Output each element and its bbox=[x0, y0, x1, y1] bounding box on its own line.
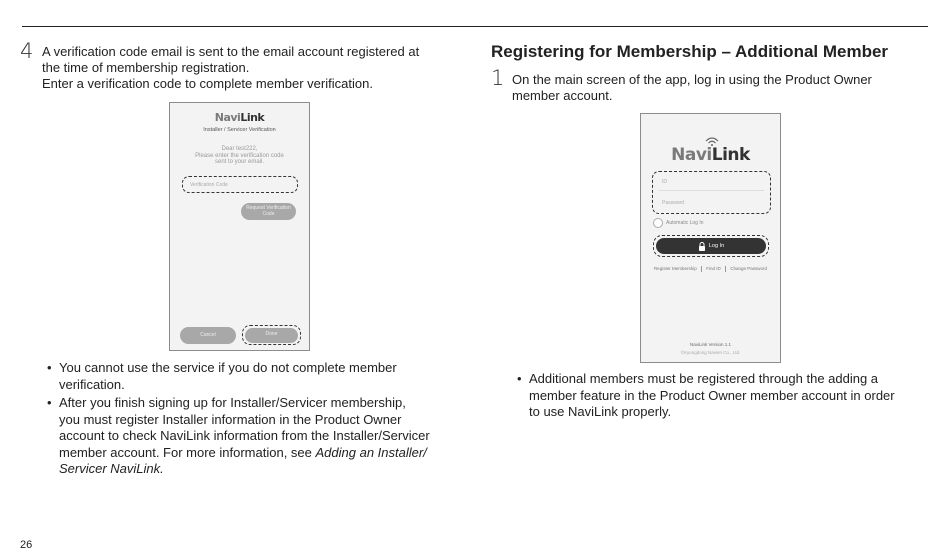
step-line: A verification code email is sent to the email account registered at bbox=[42, 44, 420, 59]
section-heading: Registering for Membership – Additional Member bbox=[491, 42, 889, 61]
verification-message: Dear test222, Please enter the verification code sent to your email. bbox=[195, 146, 284, 165]
top-rule bbox=[22, 26, 928, 27]
step-line: the time of membership registration. bbox=[42, 60, 250, 75]
done-highlight bbox=[242, 325, 301, 345]
company-copyright: ©Kyungdong Navien Co., Ltd. bbox=[680, 350, 741, 355]
list-item: • Additional members must be registered through the adding a member feature in the Product Owner member account in order to use NaviLink properly. bbox=[517, 371, 937, 421]
verification-code-field[interactable] bbox=[182, 176, 298, 193]
step-number: 1 bbox=[491, 66, 505, 90]
code-placeholder: Verification Code bbox=[190, 182, 228, 188]
change-password-link[interactable]: Change Password bbox=[730, 266, 768, 272]
cross-reference-link[interactable]: Servicer NaviLink. bbox=[59, 461, 164, 476]
verification-title: Installer / Servicer Verification bbox=[203, 127, 276, 133]
step-line: Enter a verification code to complete member verification. bbox=[42, 76, 373, 91]
step-line: member account. bbox=[512, 88, 613, 103]
list-item: • After you finish signing up for Installer/Servicer membership, you must register Installer information in the Product Owner account to check NaviLink information from the Installer/Servicer member account. For more information, see Adding an Installer/ Servicer NaviLink. bbox=[47, 395, 467, 478]
navilink-logo: NaviLink bbox=[214, 111, 265, 124]
step-line: On the main screen of the app, log in using the Product Owner bbox=[512, 72, 872, 87]
step-number: 4 bbox=[20, 39, 34, 63]
step-1-text bbox=[512, 72, 872, 104]
login-phone-screen bbox=[640, 113, 781, 363]
cancel-button[interactable]: Cancel bbox=[180, 327, 236, 344]
navilink-logo: NaviLink bbox=[671, 145, 750, 165]
auto-login-checkbox[interactable] bbox=[653, 218, 663, 228]
left-bullet-list bbox=[47, 360, 467, 480]
auto-login-label: Automatic Log In bbox=[666, 220, 704, 226]
list-item: • You cannot use the service if you do not complete member verification. bbox=[47, 360, 467, 393]
password-field[interactable]: Password bbox=[662, 200, 684, 206]
login-button[interactable]: Log In bbox=[656, 238, 766, 254]
page-number: 26 bbox=[20, 539, 33, 551]
step-4-text bbox=[42, 44, 419, 92]
request-verification-code-button[interactable]: Request Verification Code bbox=[241, 203, 296, 220]
register-membership-link[interactable]: Register Membership bbox=[653, 266, 697, 272]
credentials-highlight bbox=[652, 171, 771, 214]
field-divider bbox=[659, 190, 764, 191]
done-button[interactable]: Done bbox=[245, 328, 298, 343]
find-id-link[interactable]: Find ID bbox=[706, 266, 721, 272]
id-field[interactable]: ID bbox=[662, 179, 667, 185]
app-version: NaviLink Version 1.1 bbox=[689, 342, 732, 347]
verification-phone-screen bbox=[169, 102, 310, 351]
login-highlight bbox=[653, 235, 769, 257]
lock-icon bbox=[698, 242, 706, 251]
account-links bbox=[641, 266, 780, 272]
cross-reference-link[interactable]: Adding an Installer/ bbox=[315, 444, 427, 460]
right-bullet-list bbox=[517, 371, 937, 423]
